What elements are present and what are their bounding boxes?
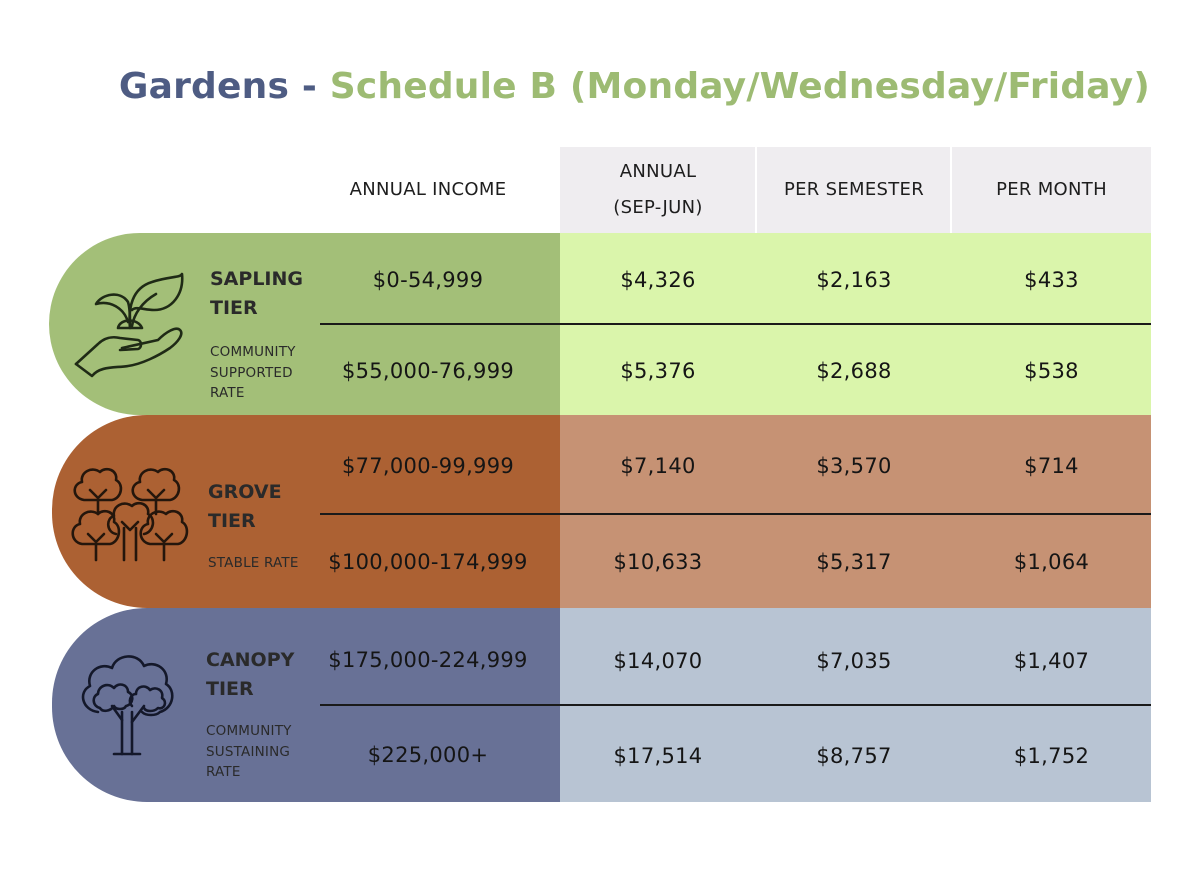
canopy-row-2-month: $1,752	[1013, 744, 1090, 768]
grove-row-1-annual: $7,140	[620, 454, 696, 478]
sapling-tier-rate: COMMUNITY SUPPORTED RATE	[210, 344, 296, 401]
sapling-row-1-annual: $4,326	[620, 268, 696, 292]
canopy-row-2-semester: $8,757	[816, 744, 892, 768]
grove-row-1-month: $714	[1024, 454, 1079, 478]
title-subtitle: Schedule B (Monday/Wednesday/Friday)	[329, 66, 1150, 107]
grove-row-2-semester: $5,317	[816, 550, 892, 574]
sapling-row-2-semester: $2,688	[816, 359, 892, 383]
column-header-annual-income: ANNUAL INCOME	[349, 179, 507, 200]
sapling-hand-icon	[72, 266, 188, 382]
sapling-row-2-month: $538	[1024, 359, 1079, 383]
column-header-annual: ANNUAL (SEP-JUN)	[613, 161, 703, 218]
canopy-row-1-month: $1,407	[1013, 649, 1090, 673]
sapling-row-1-semester: $2,163	[816, 268, 892, 292]
canopy-row-2-income: $225,000+	[367, 743, 489, 767]
canopy-row-2-annual: $17,514	[613, 744, 703, 768]
canopy-tier-rate: COMMUNITY SUSTAINING RATE	[206, 723, 292, 780]
sapling-row-2-income: $55,000-76,999	[341, 359, 515, 383]
canopy-row-1-annual: $14,070	[613, 649, 703, 673]
sapling-row-1-month: $433	[1024, 268, 1079, 292]
canopy-row-1-semester: $7,035	[816, 649, 892, 673]
row-divider	[320, 513, 1151, 515]
sapling-row-2-annual: $5,376	[620, 359, 696, 383]
canopy-tree-icon	[76, 650, 178, 760]
sapling-row-1-income: $0-54,999	[372, 268, 484, 292]
grove-row-2-income: $100,000-174,999	[328, 550, 528, 574]
canopy-row-1-income: $175,000-224,999	[328, 648, 528, 672]
column-header-per-month: PER MONTH	[996, 179, 1107, 200]
page-title	[119, 66, 1150, 107]
grove-tier-rate: STABLE RATE	[208, 555, 299, 571]
grove-row-2-month: $1,064	[1013, 550, 1090, 574]
column-header-per-semester: PER SEMESTER	[783, 179, 925, 200]
sapling-tier-name: SAPLING TIER	[210, 268, 303, 319]
grove-tier-prices-band	[560, 415, 1151, 608]
row-divider	[320, 323, 1151, 325]
grove-trees-icon	[70, 464, 192, 564]
title-main: Gardens	[118, 66, 290, 107]
row-divider	[320, 704, 1151, 706]
grove-row-1-income: $77,000-99,999	[341, 454, 515, 478]
grove-row-2-annual: $10,633	[613, 550, 703, 574]
title-separator: -	[301, 66, 317, 107]
canopy-tier-name: CANOPY TIER	[206, 649, 295, 700]
grove-row-1-semester: $3,570	[816, 454, 892, 478]
grove-tier-name: GROVE TIER	[208, 481, 282, 532]
